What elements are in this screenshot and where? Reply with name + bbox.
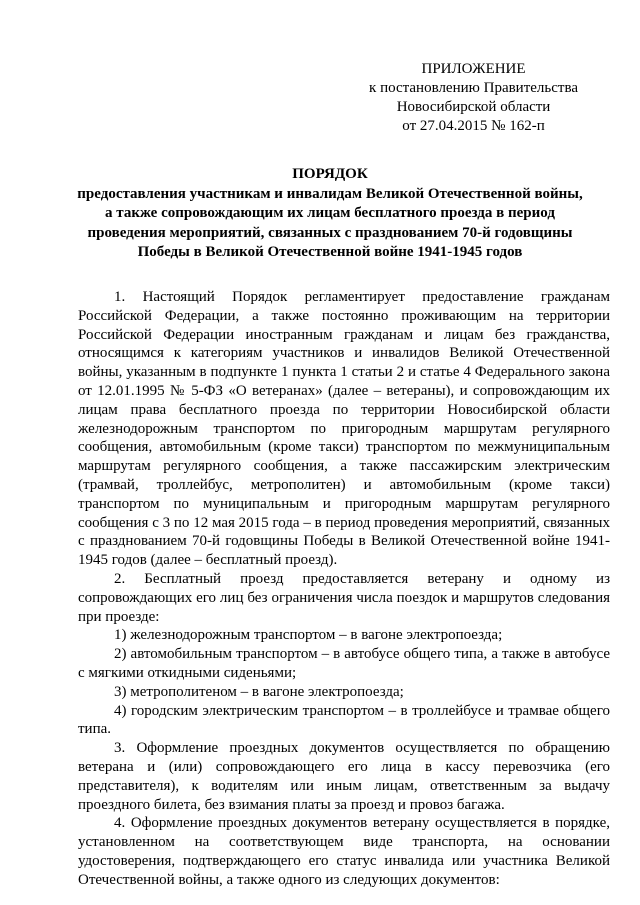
document-body [78, 288, 610, 890]
document-title [60, 165, 600, 263]
paragraph-2: 2. Бесплатный проезд предоставляется ветерану и одному из сопровождающих его лиц без ограничения числа поездок и маршрутов следования при проезде: [78, 570, 610, 625]
title-line: проведения мероприятий, связанных с празднованием 70-й годовщины [87, 224, 573, 241]
title-line: а также сопровождающим их лицам бесплатного проезда в период [105, 205, 555, 221]
appendix-line: к постановлению Правительства [369, 80, 578, 96]
appendix-line: Новосибирской области [396, 99, 551, 115]
appendix-title: ПРИЛОЖЕНИЕ [421, 61, 526, 77]
paragraph-4: 4. Оформление проездных документов ветерану осуществляется в порядке, установленном на соответствующем виде транспорта, на основании удостоверения, подтверждающего его статус инвалида или участника Великой Отечественной войны, а также одного из следующих документов: [78, 815, 610, 888]
list-item: 4) городским электрическим транспортом – в троллейбусе и трамвае общего типа. [78, 702, 610, 738]
appendix-header [369, 60, 578, 136]
title-line: Победы в Великой Отечественной войне 1941-1945 годов [137, 244, 523, 260]
list-item: 2) автомобильным транспортом – в автобусе общего типа, а также в автобусе с мягкими откидными сиденьями; [78, 646, 610, 681]
list-item: 3) метрополитеном – в вагоне электропоезда; [114, 683, 404, 700]
paragraph-1: 1. Настоящий Порядок регламентирует предоставление гражданам Российской Федерации, а также постоянно проживающим на территории Российской Федерации иностранным гражданам и лицам без гражданства, относящимся к категориям участников и инвалидов Великой Отечественной войны, указанным в подпункте 1 пункта 1 статьи 2 и статье 4 Федерального закона от 12.01.1995 № 5-ФЗ «О ветеранах» (далее – ветераны), и сопровождающим их лицам права бесплатного проезда по территории Новосибирской области железнодорожным транспортом по пригородным маршрутам регулярного сообщения, автомобильным (кроме такси) транспортом по межмуниципальным маршрутам регулярного сообщения, а также пассажирским электрическим (трамвай, троллейбус, метрополитен) и автомобильным (кроме такси) транспортом по муниципальным и пригородным маршрутам регулярного сообщения с 3 по 12 мая 2015 года – в период проведения мероприятий, связанных с празднованием 70-й годовщины Победы в Великой Отечественной войне 1941-1945 годов (далее – бесплатный проезд). [78, 289, 610, 569]
title-heading: ПОРЯДОК [292, 166, 368, 182]
title-line: предоставления участникам и инвалидам Великой Отечественной войны, [77, 185, 583, 202]
list-item: 1) железнодорожным транспортом – в вагоне электропоезда; [114, 627, 503, 644]
paragraph-3: 3. Оформление проездных документов осуществляется по обращению ветерана и (или) сопровождающего его лица в кассу перевозчика (его представителя), к водителям или иным лицам, ответственным за выдачу проездного билета, без взимания платы за проезд и провоз багажа. [78, 740, 610, 813]
appendix-date-number: от 27.04.2015 № 162-п [402, 118, 545, 134]
